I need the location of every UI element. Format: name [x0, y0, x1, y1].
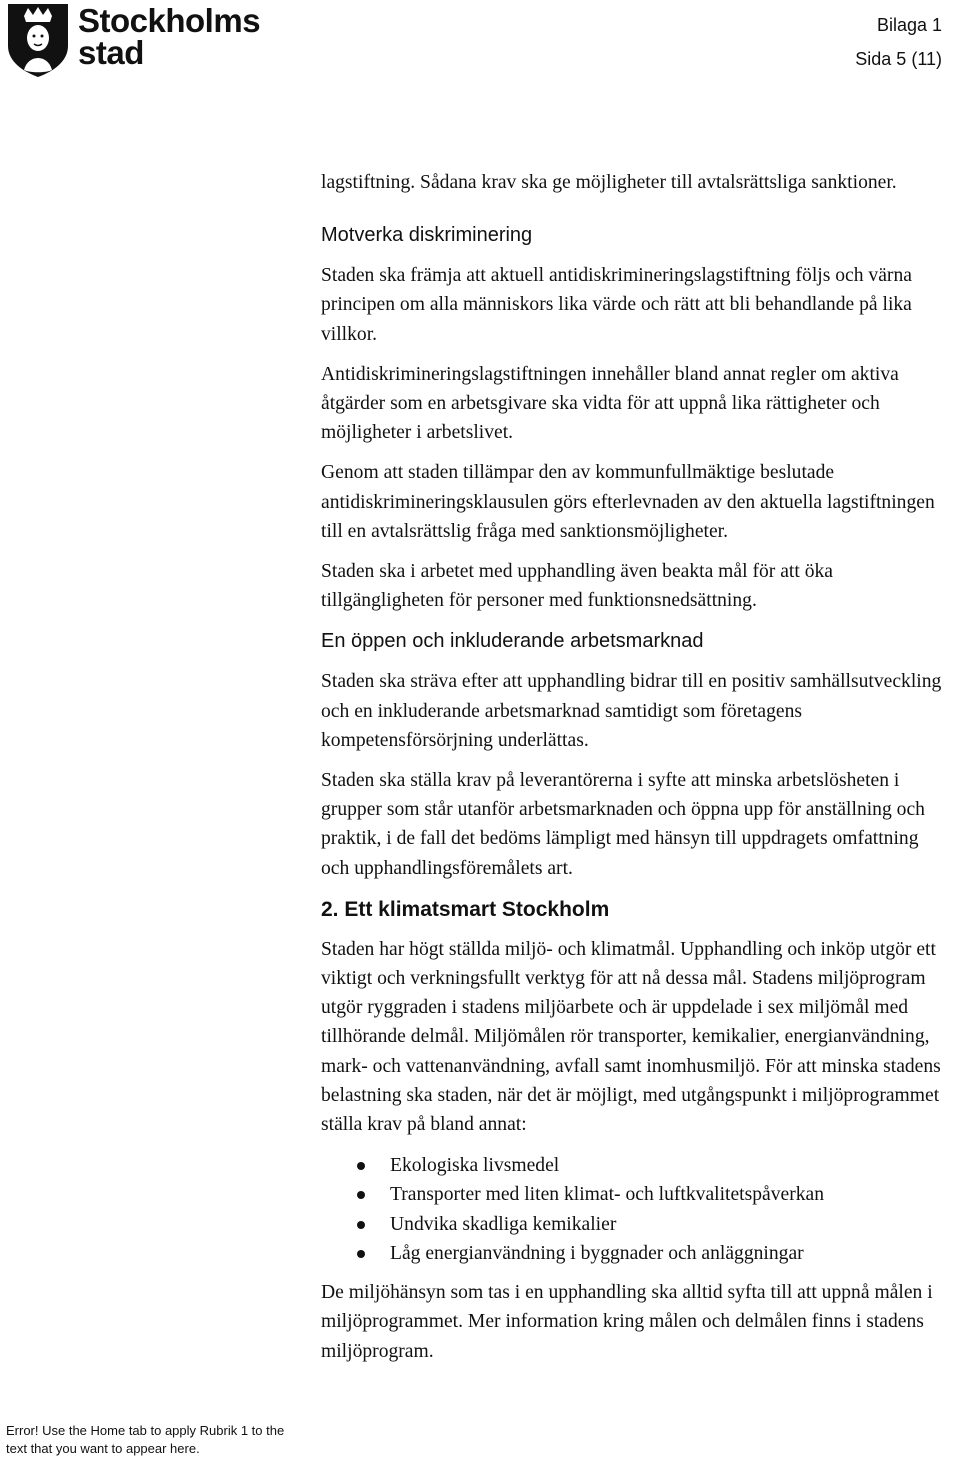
list-item — [321, 1180, 946, 1209]
list-item-text: Transporter med liten klimat- och luftkvalitetspåverkan — [390, 1184, 825, 1206]
page-meta — [855, 8, 942, 76]
footer-error-text: Error! Use the Home tab to apply Rubrik 1 to the text that you want to appear here. — [6, 1423, 285, 1456]
list-item-text: Undvika skadliga kemikalier — [390, 1213, 617, 1235]
paragraph-5: Staden ska sträva efter att upphandling bidrar till en positiv samhällsutveckling och en inkluderande arbetsmarknad samtidigt som företagens kompetensförsörjning underlättas. — [321, 671, 942, 751]
bullet-icon — [357, 1162, 365, 1170]
bullet-icon — [357, 1250, 365, 1258]
paragraph-8: De miljöhänsyn som tas i en upphandling ska alltid syfta till att uppnå målen i miljöprogrammet. Mer information kring målen och delmålen finns i stadens miljöprogram. — [321, 1282, 933, 1362]
list-item — [321, 1151, 946, 1180]
list-item — [321, 1239, 946, 1268]
city-crest-icon — [6, 2, 70, 78]
logo-line2: stad — [78, 34, 144, 71]
heading-climate: 2. Ett klimatsmart Stockholm — [321, 897, 610, 921]
paragraph-2: Antidiskrimineringslagstiftningen innehåller bland annat regler om aktiva åtgärder som en arbetsgivare ska vidta för att uppnå lika rättigheter och möjligheter i arbetslivet. — [321, 363, 899, 444]
paragraph-4: Staden ska i arbetet med upphandling även beakta mål för att öka tillgängligheten för personer med funktionsnedsättning. — [321, 561, 833, 612]
document-body — [321, 168, 946, 1377]
paragraph-7: Staden har högt ställda miljö- och klimatmål. Upphandling och inköp utgör ett viktigt och verkningsfullt verktyg för att nå dessa mål. Stadens miljöprogram utgör ryggraden i stadens miljöarbete och är uppdelade i sex miljömål med tillhörande delmål. Miljömålen rör transporter, kemikalier, energianvändning, mark- och vattenanvändning, avfall samt inomhusmiljö. För att minska stadens belastning ska staden, när det är möjligt, med utgångspunkt i miljöprogrammet ställa krav på bland annat: — [321, 938, 941, 1136]
list-item — [321, 1210, 946, 1239]
stockholms-stad-logo — [6, 2, 261, 80]
logo-wordmark — [78, 2, 261, 71]
intro-paragraph: lagstiftning. Sådana krav ska ge möjligheter till avtalsrättsliga sanktioner. — [321, 172, 897, 193]
logo-line1: Stockholms — [78, 2, 261, 39]
list-item-text: Låg energianvändning i byggnader och anläggningar — [390, 1242, 804, 1264]
paragraph-6: Staden ska ställa krav på leverantörerna i syfte att minska arbetslösheten i grupper som står utanför arbetsmarknaden och öppna upp för anställning och praktik, i de fall det bedöms lämpligt med hänsyn till uppdragets omfattning och upphandlingsföremålets art. — [321, 770, 925, 879]
paragraph-1: Staden ska främja att aktuell antidiskrimineringslagstiftning följs och värna principen om alla människors lika värde och rätt att bli behandlande på lika villkor. — [321, 265, 912, 345]
paragraph-3: Genom att staden tillämpar den av kommunfullmäktige beslutade antidiskrimineringsklausulen görs efterlevnaden av den aktuella lagstiftningen till en avtalsrättslig fråga med sanktionsmöjligheter. — [321, 462, 935, 542]
heading-discrimination: Motverka diskriminering — [321, 224, 533, 247]
heading-labour-market: En öppen och inkluderande arbetsmarknad — [321, 630, 704, 653]
attachment-label: Bilaga 1 — [876, 15, 942, 35]
page-number: Sida 5 (11) — [855, 49, 942, 69]
list-item-text: Ekologiska livsmedel — [390, 1155, 560, 1177]
bullet-icon — [357, 1191, 365, 1199]
bullet-icon — [357, 1221, 365, 1229]
requirements-list — [321, 1151, 946, 1268]
